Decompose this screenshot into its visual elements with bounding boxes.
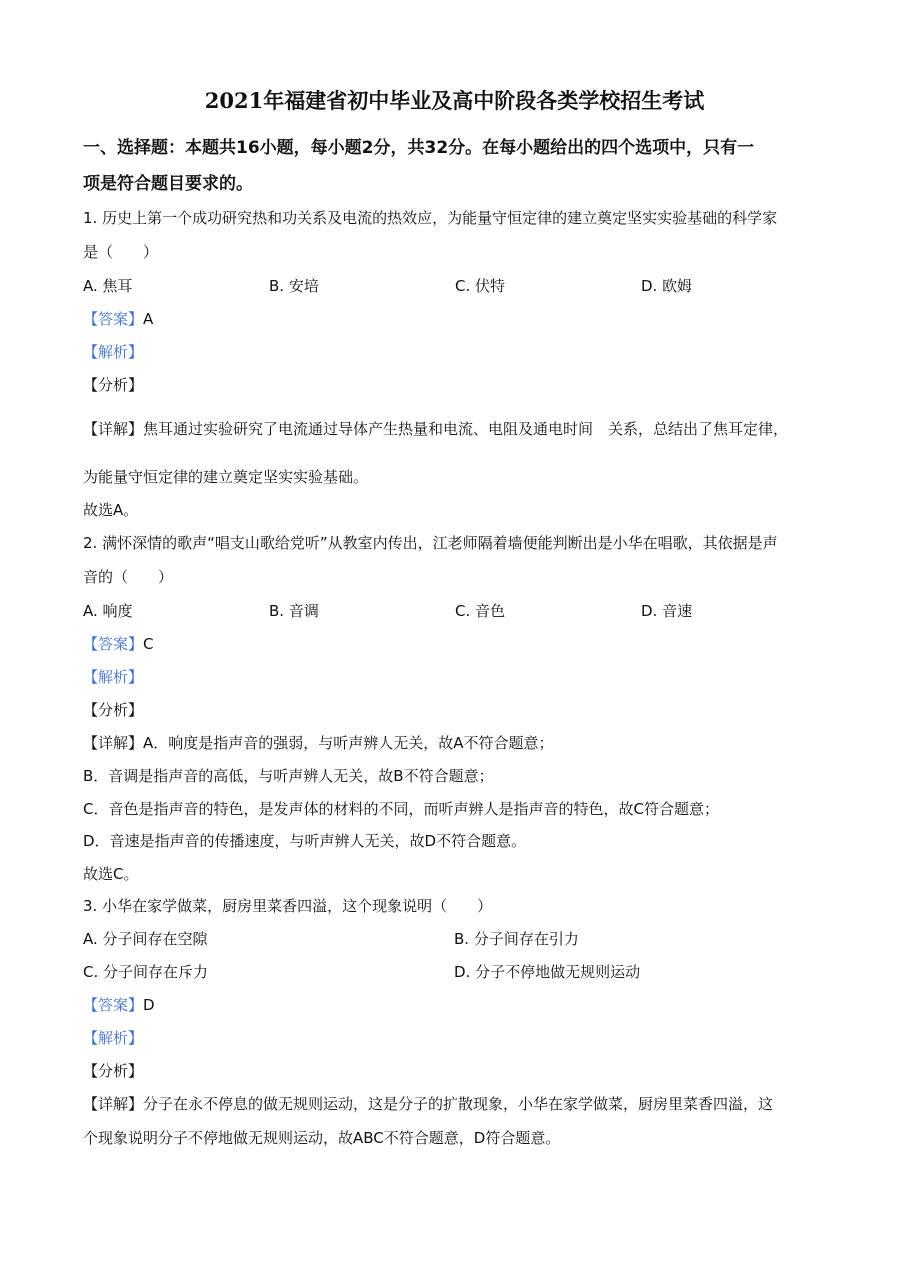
q2-detail-line-3: C．音色是指声音的特色，是发声体的材料的不同，而听声辨人是指声音的特色，故C符合题意；	[83, 800, 719, 818]
q3-answer-tag: 【答案】	[83, 996, 144, 1014]
q3-analysis-tag: 【解析】	[83, 1029, 144, 1047]
q1-fenxi: 【分析】	[83, 376, 144, 394]
q1-analysis-tag: 【解析】	[83, 343, 144, 361]
q3-option-d: D. 分子不停地做无规则运动	[454, 963, 641, 981]
q2-answer	[83, 634, 154, 654]
q3-answer	[83, 995, 155, 1015]
q3-fenxi: 【分析】	[83, 1062, 144, 1080]
q2-stem-line-1: 2. 满怀深情的歌声“唱支山歌给党听”从教室内传出，江老师隔着墙便能判断出是小华在唱歌，其依据是声	[83, 534, 778, 552]
q2-stem-line-2: 音的（ ）	[83, 568, 174, 586]
q2-option-c: C. 音色	[455, 602, 506, 620]
q3-option-b: B. 分子间存在引力	[454, 930, 579, 948]
section-heading-line-1: 一、选择题：本题共16小题，每小题2分，共32分。在每小题给出的四个选项中，只有一	[83, 138, 755, 158]
q1-conclusion: 故选A。	[83, 501, 139, 519]
section-heading-line-2: 项是符合题目要求的。	[83, 174, 253, 194]
q1-detail-line-2: 为能量守恒定律的建立奠定坚实实验基础。	[83, 468, 369, 486]
q1-option-c: C. 伏特	[455, 277, 506, 295]
q3-stem-line-1: 3. 小华在家学做菜，厨房里菜香四溢，这个现象说明（ ）	[83, 897, 493, 915]
q1-option-b: B. 安培	[269, 277, 319, 295]
q2-option-b: B. 音调	[269, 602, 319, 620]
q3-detail-line-2: 个现象说明分子不停地做无规则运动，故ABC不符合题意，D符合题意。	[83, 1129, 561, 1147]
q2-option-a: A. 响度	[83, 602, 133, 620]
exam-title: 2021年福建省初中毕业及高中阶段各类学校招生考试	[204, 88, 705, 113]
q3-detail-line-1: 【详解】分子在永不停息的做无规则运动，这是分子的扩散现象，小华在家学做菜，厨房里菜香四溢，这	[83, 1095, 774, 1113]
q2-option-d: D. 音速	[641, 602, 693, 620]
q1-stem-line-1: 1. 历史上第一个成功研究热和功关系及电流的热效应，为能量守恒定律的建立奠定坚实实验基础的科学家	[83, 209, 778, 227]
q2-detail-line-1: 【详解】A．响度是指声音的强弱，与听声辨人无关，故A不符合题意；	[83, 734, 554, 752]
q2-answer-value: C	[143, 635, 154, 653]
q2-fenxi: 【分析】	[83, 701, 144, 719]
q1-answer-tag: 【答案】	[83, 310, 144, 328]
q3-option-c: C. 分子间存在斥力	[83, 963, 209, 981]
q1-option-d: D. 欧姆	[641, 277, 693, 295]
q3-option-a: A. 分子间存在空隙	[83, 930, 208, 948]
q2-answer-tag: 【答案】	[83, 635, 144, 653]
q2-detail-line-2: B．音调是指声音的高低，与听声辨人无关，故B不符合题意；	[83, 767, 494, 785]
q1-detail-line-1: 【详解】焦耳通过实验研究了电流通过导体产生热量和电流、电阻及通电时间 关系，总结出了焦耳定律，	[83, 420, 789, 438]
q1-answer-value: A	[143, 310, 154, 328]
q2-conclusion: 故选C。	[83, 865, 139, 883]
q2-detail-line-4: D．音速是指声音的传播速度，与听声辨人无关，故D不符合题意。	[83, 832, 527, 850]
q2-analysis-tag: 【解析】	[83, 668, 144, 686]
q3-answer-value: D	[143, 996, 155, 1014]
q1-stem-line-2: 是（ ）	[83, 243, 159, 261]
q1-answer	[83, 309, 153, 329]
q1-option-a: A. 焦耳	[83, 277, 133, 295]
